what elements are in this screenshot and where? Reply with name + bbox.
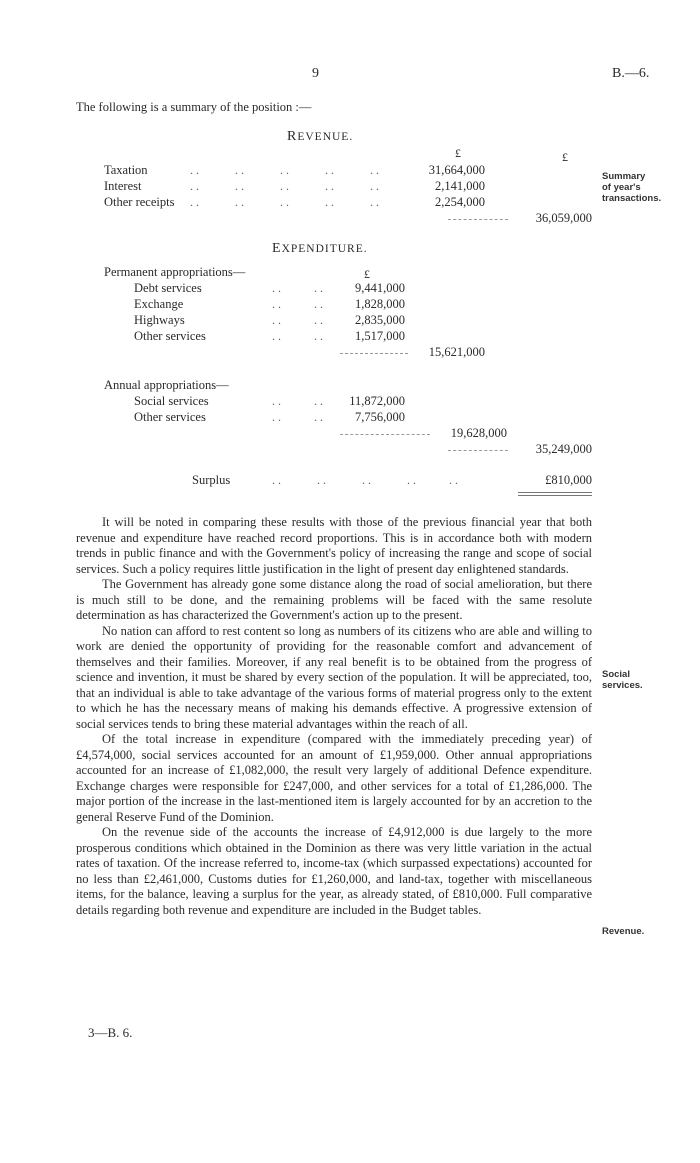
expenditure-label: Highways (134, 313, 185, 327)
revenue-amount: 2,141,000 (435, 179, 485, 193)
subtotal-rule (448, 219, 508, 220)
leader-dots: . . . . (272, 281, 323, 295)
paragraph: Of the total increase in expenditure (compared with the immediately preceding year) of £4,574,000, social services accounted for an amount of £1,959,000. Other annual appropriations accounted for an increase of £1,082,000, the result very largely of additional Defence expenditure. Exchange charges were responsible for £247,000, and other services for a total of £1,286,000. The major portion of the increase in the last-mentioned item is largely accounted for by an accretion to the general Reserve Fund of the Dominion. (76, 732, 592, 824)
leader-dots: . . . . . . . . . . (190, 163, 379, 177)
revenue-heading-cap: R (287, 129, 298, 144)
revenue-label: Interest (104, 179, 142, 193)
paragraph: The Government has already gone some distance along the road of social amelioration, but there is much still to be done, and the remaining problems will be faced with the same resolute determination as has characterized the Government's action up to the present. (76, 577, 592, 622)
leader-dots: . . . . (272, 410, 323, 424)
revenue-currency-col2: £ (562, 150, 568, 164)
sidenote-line: of year's (602, 182, 641, 193)
expenditure-heading-rest: XPENDITURE. (281, 243, 368, 255)
expenditure-label: Other services (134, 329, 206, 343)
surplus-amount: £810,000 (545, 473, 592, 487)
sidenote-line: Social (602, 669, 630, 680)
annual-total: 19,628,000 (450, 426, 507, 440)
revenue-heading-rest: EVENUE. (297, 131, 354, 143)
body-text (76, 515, 592, 918)
revenue-heading (287, 129, 353, 145)
sidenote-line: transactions. (602, 193, 662, 204)
expenditure-label: Debt services (134, 281, 202, 295)
revenue-label: Other receipts (104, 195, 175, 209)
permanent-appropriations-label: Permanent appropriations— (104, 265, 246, 279)
expenditure-heading (272, 241, 368, 257)
sidenote-line: Revenue. (602, 926, 645, 937)
sidenote-summary (602, 171, 661, 204)
double-rule-bottom (518, 495, 592, 496)
permanent-total: 15,621,000 (428, 345, 485, 359)
annual-appropriations-label: Annual appropriations— (104, 378, 229, 392)
document-reference: B.—6. (612, 66, 650, 81)
sidenote-revenue (602, 926, 644, 937)
leader-dots: . . . . (272, 297, 323, 311)
leader-dots: . . . . (272, 329, 323, 343)
sidenote-line: services. (602, 680, 643, 691)
summary-intro: The following is a summary of the position :— (76, 100, 312, 114)
revenue-total: 36,059,000 (535, 211, 592, 225)
double-rule-top (518, 492, 592, 493)
subtotal-rule (448, 450, 508, 451)
revenue-currency-col1: £ (455, 146, 461, 160)
expenditure-amount: 2,835,000 (355, 313, 405, 327)
surplus-label: Surplus (192, 473, 231, 487)
expenditure-currency: £ (364, 267, 370, 281)
expenditure-amount: 7,756,000 (355, 410, 405, 424)
leader-dots: . . . . . . . . . . (190, 195, 379, 209)
leader-dots: . . . . . . . . . . (190, 179, 379, 193)
page-number: 9 (312, 66, 319, 81)
expenditure-amount: 11,872,000 (349, 394, 405, 408)
footer-signature: 3—B. 6. (88, 1025, 133, 1040)
expenditure-heading-cap: E (272, 241, 282, 256)
leader-dots: . . . . (272, 313, 323, 327)
paragraph: It will be noted in comparing these results with those of the previous financial year that both revenue and expenditure have reached record proportions. This is in accordance both with modern trends in public finance and with the Government's policy of increasing the range and scope of social services. Such a policy requires little justification in the light of present day enlightened standards. (76, 515, 592, 576)
sidenote-social-services (602, 669, 643, 691)
revenue-amount: 2,254,000 (435, 195, 485, 209)
expenditure-amount: 1,828,000 (355, 297, 405, 311)
leader-dots: . . . . . . . . . . (272, 473, 458, 487)
paragraph: No nation can afford to rest content so long as numbers of its citizens who are able and willing to work are denied the opportunity of providing for the reasonable comfort and advancement of themselves and their families. Moreover, if any real benefit is to be obtained from the progress of science and invention, it must be shared by every section of the population. It will be appreciated, too, that an individual is able to take advantage of the various forms of material progress only to the extent to which he has the necessary means of making his demands effective. A progressive extension of social services tends to bring these material advantages within the reach of all. (76, 623, 592, 731)
expenditure-label: Exchange (134, 297, 184, 311)
sidenote-line: Summary (602, 171, 646, 182)
expenditure-label: Other services (134, 410, 206, 424)
revenue-label: Taxation (104, 163, 148, 177)
leader-dots: . . . . (272, 394, 323, 408)
expenditure-total: 35,249,000 (535, 442, 592, 456)
expenditure-label: Social services (134, 394, 209, 408)
subtotal-rule (340, 353, 408, 354)
paragraph: On the revenue side of the accounts the increase of £4,912,000 is due largely to the more prosperous conditions which obtained in the Dominion as there was very little variation in the actual rates of taxation. Of the increase referred to, income-tax (which surpassed expectations) accounted for no less than £2,461,000, Customs duties for £1,260,000, and land-tax, together with miscellaneous items, for the balance, leaving a surplus for the year, as already stated, of £810,000. Full comparative details regarding both revenue and expenditure are included in the Budget tables. (76, 825, 592, 917)
revenue-amount: 31,664,000 (428, 163, 485, 177)
expenditure-amount: 9,441,000 (355, 281, 405, 295)
subtotal-rule (340, 434, 430, 435)
expenditure-amount: 1,517,000 (355, 329, 405, 343)
